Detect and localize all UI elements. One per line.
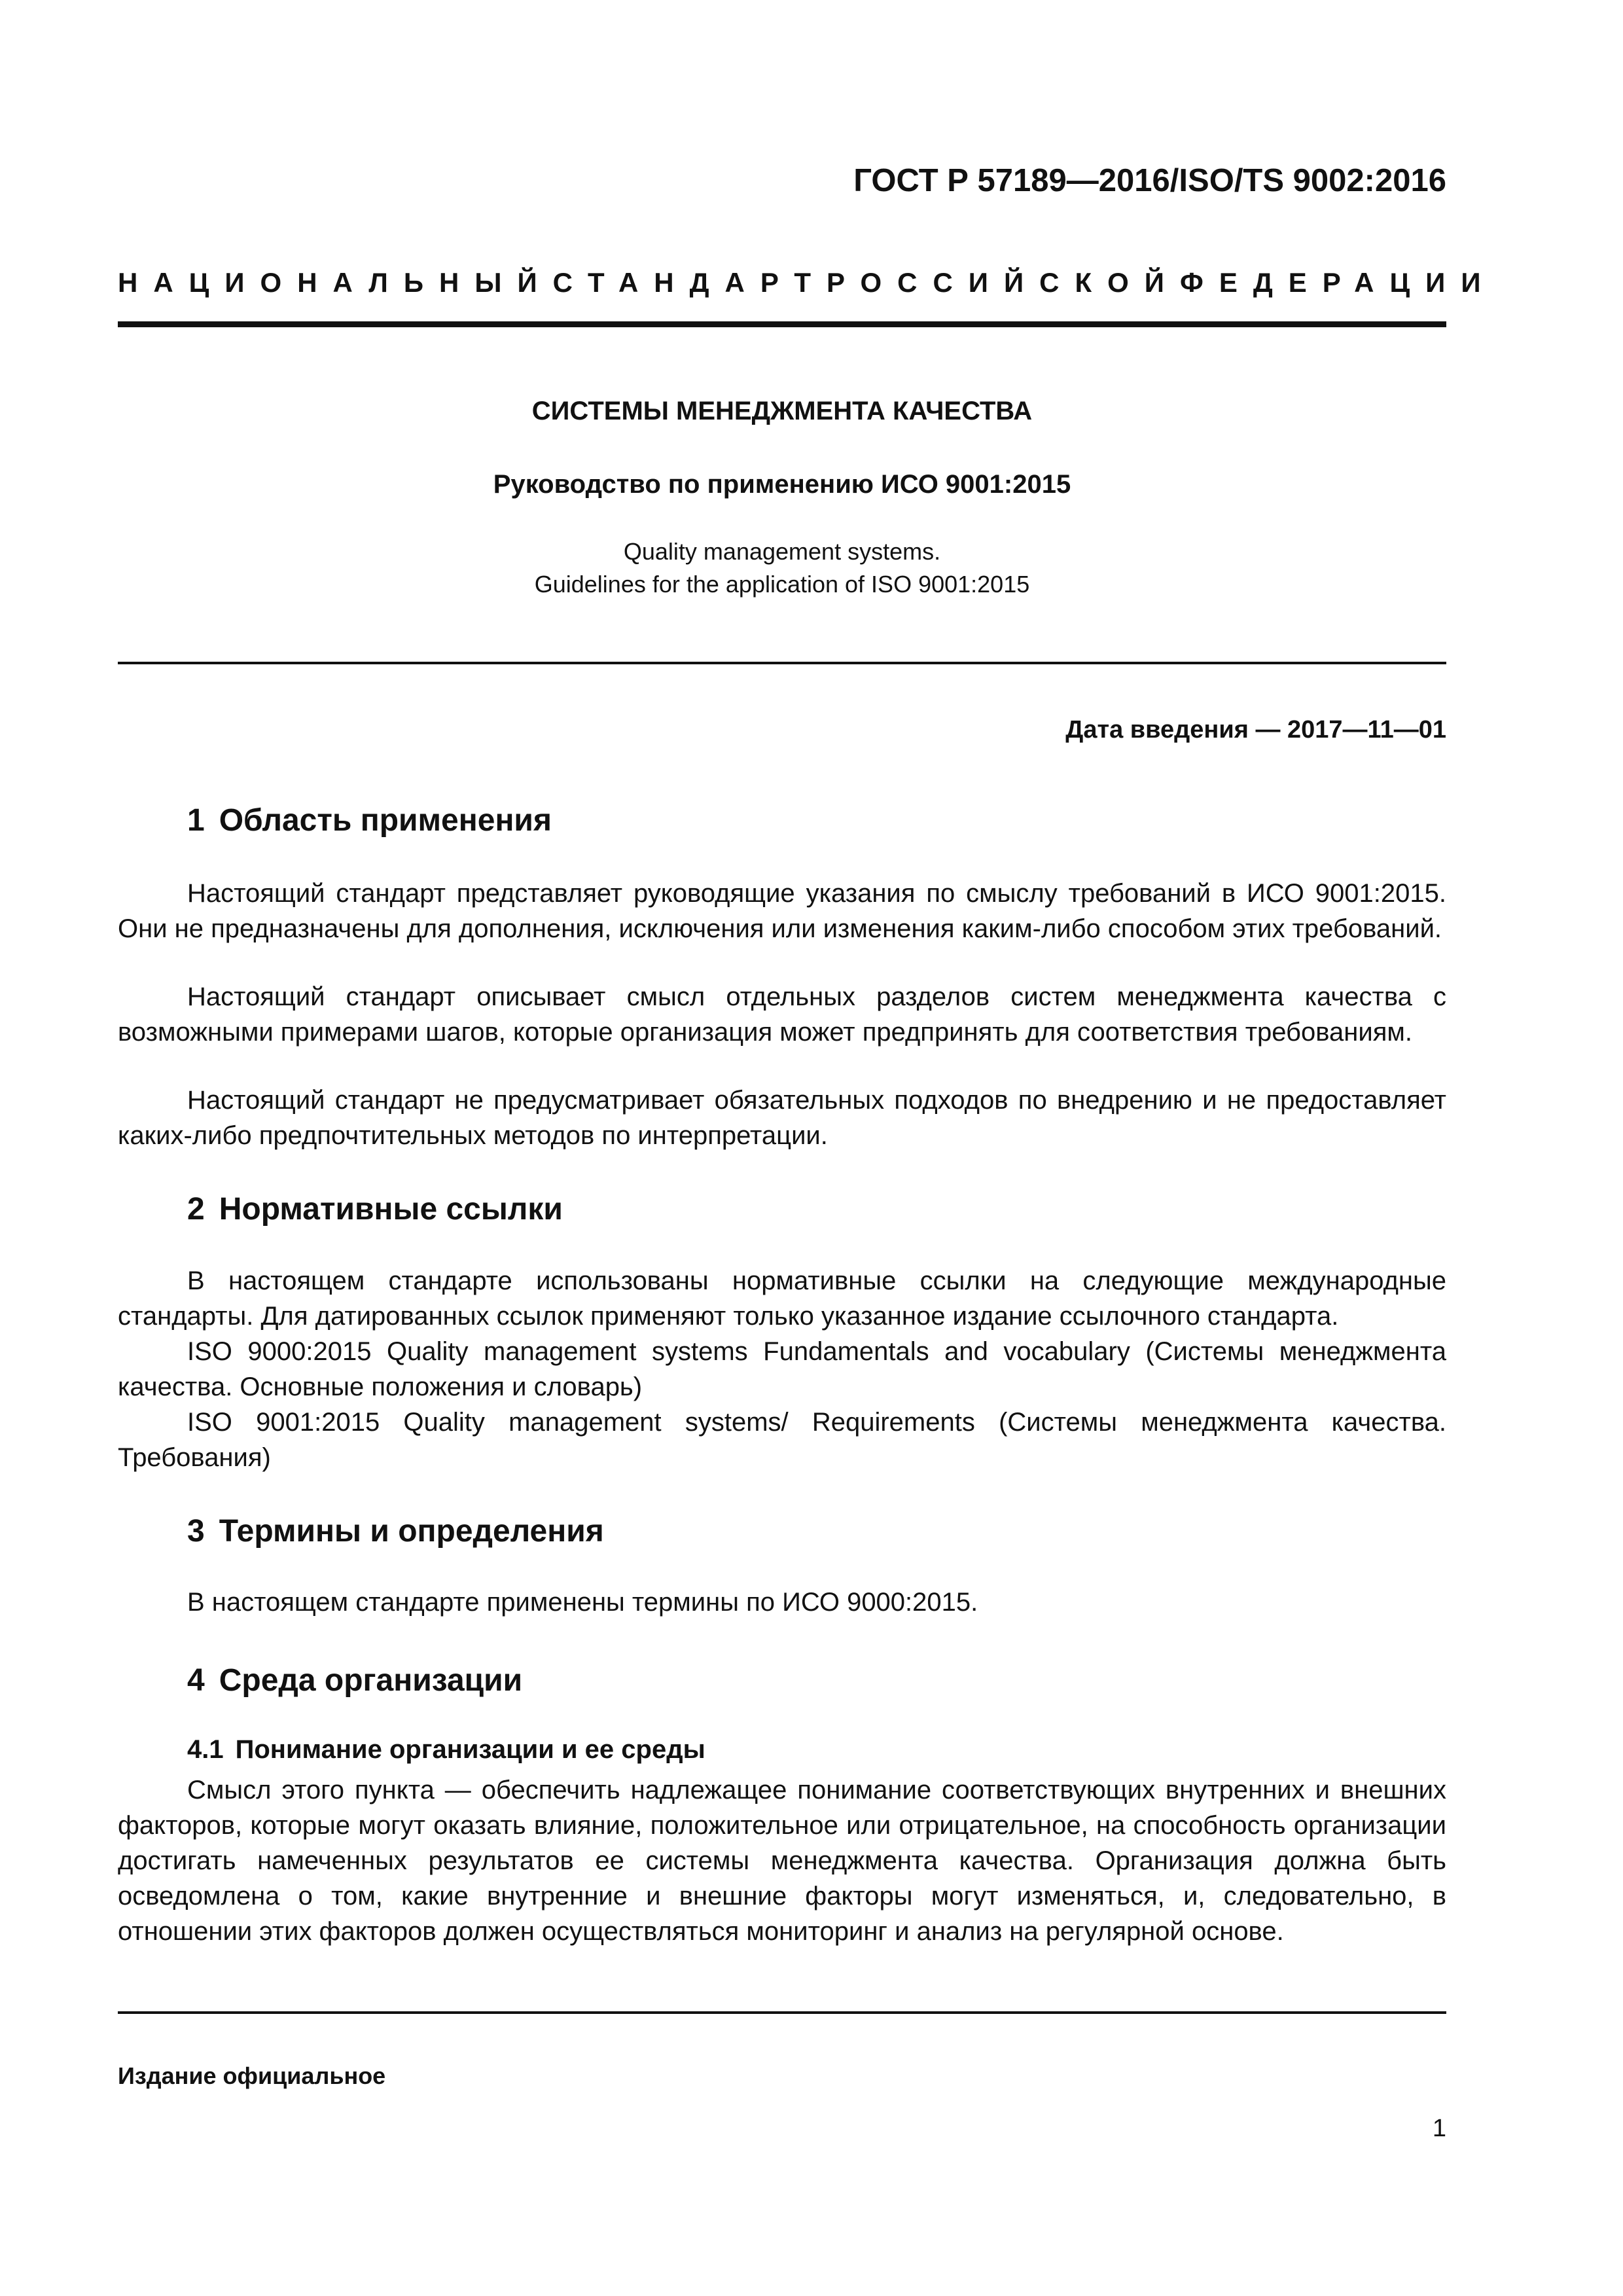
section-heading-4 — [187, 1662, 522, 1698]
english-title-line-2: Guidelines for the application of ISO 9001:2015 — [534, 571, 1030, 598]
official-publication-label: Издание официальное — [118, 2062, 386, 2089]
document-title: СИСТЕМЫ МЕНЕДЖМЕНТА КАЧЕСТВА — [531, 397, 1033, 425]
document-subtitle: Руководство по применению ИСО 9001:2015 — [493, 470, 1071, 499]
document-code: ГОСТ Р 57189—2016/ISO/TS 9002:2016 — [853, 163, 1446, 198]
section-4-1-paragraph-1: Смысл этого пункта — обеспечить надлежащее понимание соответствующих внутренних и внешних факторов, которые могут оказать влияние, положительное или отрицательное, на способность организации достигать намеченных результатов ее системы менеджмента качества. Организация должна быть осведомлена о том, какие внутренние и внешние факторы могут изменяться, и, следовательно, в отношении этих факторов должен осуществляться мониторинг и анализ на регулярной основе. — [118, 1776, 1446, 1946]
effective-date: Дата введения — 2017—11—01 — [1065, 716, 1446, 744]
section-title: Термины и определения — [219, 1514, 604, 1549]
section-2-paragraph-1: В настоящем стандарте использованы нормативные ссылки на следующие международные стандарты. Для датированных ссылок применяют только указанное издание ссылочного стандарта. — [118, 1266, 1446, 1331]
subsection-number: 4.1 — [187, 1735, 224, 1764]
section-2-paragraph-3: ISO 9001:2015 Quality management systems/ Requirements (Системы менеджмента качества. Требования) — [118, 1408, 1446, 1472]
section-heading-3 — [187, 1513, 604, 1549]
banner-word: ФЕДЕРАЦИИ — [1180, 267, 1497, 298]
footer-divider — [118, 2011, 1446, 2014]
section-title: Среда организации — [219, 1663, 523, 1698]
section-3-paragraph-1: В настоящем стандарте применены термины по ИСО 9000:2015. — [187, 1588, 978, 1617]
subsection-heading-4-1 — [187, 1735, 705, 1765]
section-heading-2 — [187, 1191, 563, 1227]
banner-word: НАЦИОНАЛЬНЫЙ — [118, 267, 553, 298]
section-number: 2 — [187, 1192, 205, 1227]
subsection-title: Понимание организации и ее среды — [235, 1735, 705, 1764]
section-title: Нормативные ссылки — [219, 1192, 563, 1227]
section-1-paragraph-3: Настоящий стандарт не предусматривает обязательных подходов по внедрению и не предоставляет каких-либо предпочтительных методов по интерпретации. — [118, 1086, 1446, 1150]
section-number: 4 — [187, 1663, 205, 1698]
section-heading-1 — [187, 802, 552, 838]
banner-word: РОССИЙСКОЙ — [827, 267, 1180, 298]
title-divider — [118, 662, 1446, 664]
section-number: 3 — [187, 1514, 205, 1549]
english-title-line-1: Quality management systems. — [623, 538, 941, 565]
page-number: 1 — [1432, 2115, 1446, 2142]
header-divider — [118, 321, 1446, 327]
section-title: Область применения — [219, 803, 552, 838]
section-2-paragraph-2: ISO 9000:2015 Quality management systems Fundamentals and vocabulary (Системы менеджмента качества. Основные положения и словарь) — [118, 1337, 1446, 1401]
banner-word: СТАНДАРТ — [552, 267, 827, 298]
section-1-paragraph-1: Настоящий стандарт представляет руководящие указания по смыслу требований в ИСО 9001:2015. Они не предназначены для дополнения, исключения или изменения каким-либо способом этих требований. — [118, 879, 1446, 943]
section-number: 1 — [187, 803, 205, 838]
document-page — [118, 0, 1497, 2296]
national-standard-banner — [118, 267, 1497, 298]
section-1-paragraph-2: Настоящий стандарт описывает смысл отдельных разделов систем менеджмента качества с возможными примерами шагов, которые организация может предпринять для соответствия требованиям. — [118, 982, 1446, 1047]
